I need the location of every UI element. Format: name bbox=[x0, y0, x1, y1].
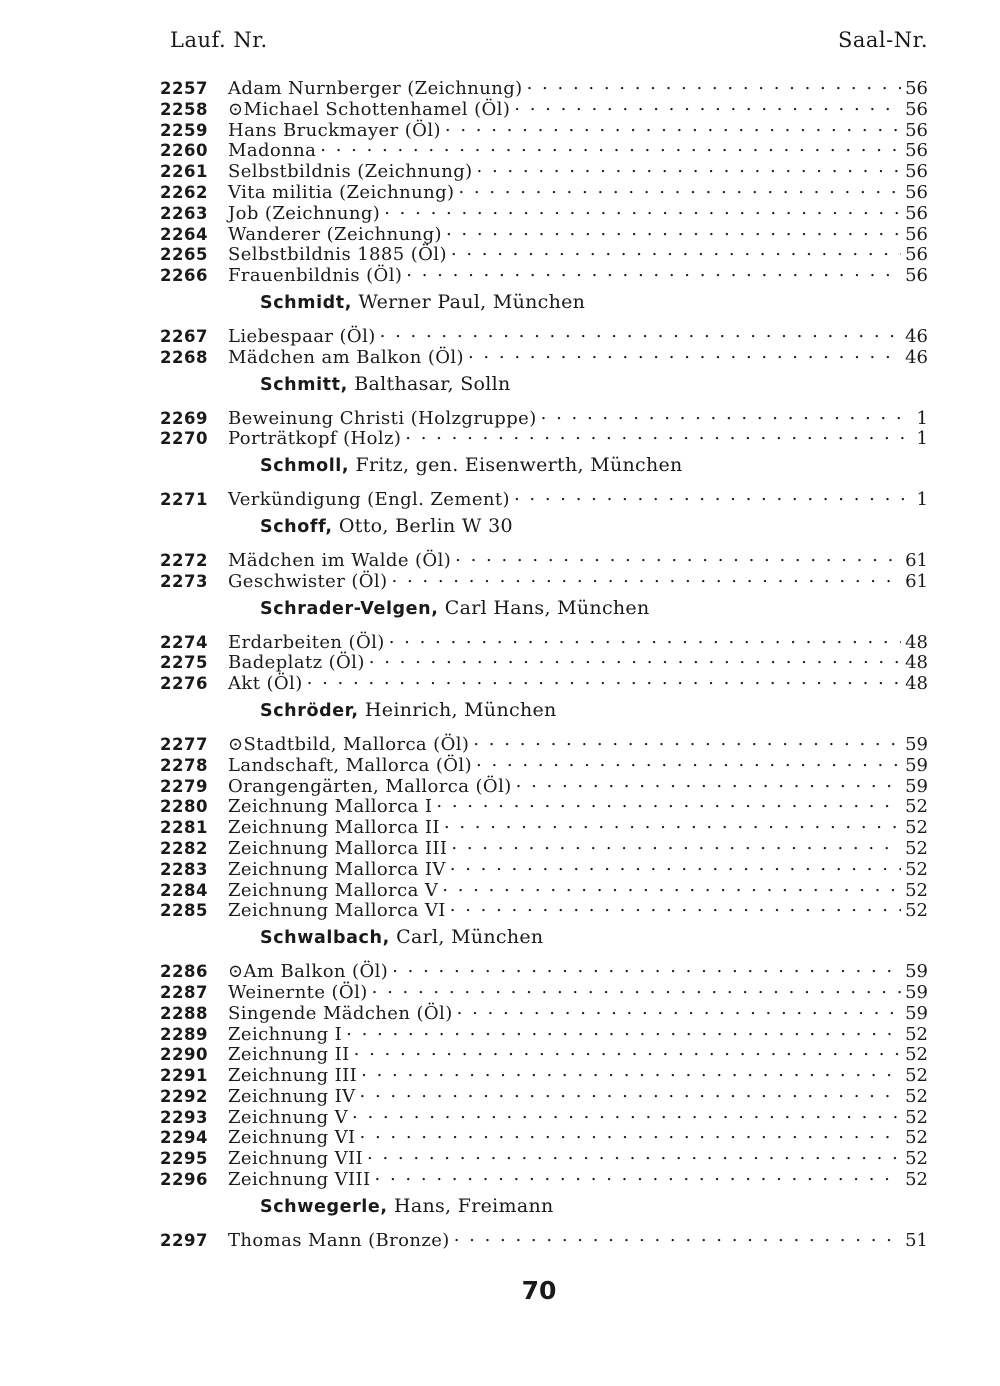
entry-number: 2259 bbox=[160, 120, 208, 140]
entry-room-number: 59 bbox=[905, 733, 928, 755]
entry-title: Geschwister (Öl) bbox=[228, 570, 388, 592]
entry-room-number: 56 bbox=[905, 119, 928, 141]
catalog-entry bbox=[160, 546, 928, 571]
artist-details: Balthasar, Solln bbox=[347, 372, 511, 395]
entry-room-number: 48 bbox=[905, 631, 928, 653]
entry-title: Akt (Öl) bbox=[228, 673, 303, 695]
entry-number: 2269 bbox=[160, 408, 208, 428]
entry-room-number: 52 bbox=[905, 796, 928, 818]
entry-title: Zeichnung VI bbox=[228, 1127, 356, 1149]
dot-leader bbox=[389, 628, 901, 648]
artist-details: Carl Hans, München bbox=[438, 596, 650, 619]
entry-number: 2290 bbox=[160, 1045, 208, 1065]
entry-title: Wanderer (Zeichnung) bbox=[228, 223, 442, 245]
artist-details: Otto, Berlin W 30 bbox=[332, 514, 513, 537]
catalog-entry bbox=[160, 74, 928, 99]
entry-number: 2295 bbox=[160, 1149, 208, 1169]
entry-title: Zeichnung Mallorca V bbox=[228, 879, 439, 901]
catalog-entry bbox=[160, 404, 928, 429]
entry-title: Zeichnung Mallorca VI bbox=[228, 900, 446, 922]
entry-number: 2271 bbox=[160, 490, 208, 510]
entry-title: Singende Mädchen (Öl) bbox=[228, 1002, 453, 1024]
artist-name: Schmoll, bbox=[260, 456, 350, 477]
dot-leader bbox=[476, 751, 901, 771]
dot-leader bbox=[516, 772, 901, 792]
catalog-entry bbox=[160, 1123, 928, 1149]
dot-leader bbox=[392, 567, 902, 587]
entry-number: 2257 bbox=[160, 79, 208, 98]
entry-room-number: 51 bbox=[905, 1229, 928, 1251]
entry-room-number: 56 bbox=[905, 98, 928, 120]
artist-heading bbox=[260, 454, 928, 476]
entry-room-number: 52 bbox=[905, 1065, 928, 1087]
entry-number: 2283 bbox=[160, 859, 208, 879]
entry-title: Zeichnung IV bbox=[228, 1085, 356, 1107]
catalog-listing bbox=[160, 74, 928, 1251]
dot-leader bbox=[468, 343, 901, 363]
artist-heading bbox=[260, 699, 928, 721]
entry-title: Zeichnung Mallorca I bbox=[228, 796, 433, 818]
entry-room-number: 52 bbox=[905, 858, 928, 880]
dot-leader bbox=[457, 999, 901, 1019]
entry-number: 2279 bbox=[160, 776, 208, 796]
catalog-entry bbox=[160, 957, 928, 983]
catalog-entry bbox=[160, 834, 928, 859]
entry-number: 2265 bbox=[160, 245, 208, 265]
entry-number: 2274 bbox=[160, 632, 208, 652]
entry-title: Mädchen im Walde (Öl) bbox=[228, 549, 452, 571]
dot-leader bbox=[352, 1103, 901, 1123]
entry-number: 2262 bbox=[160, 182, 208, 202]
artist-details: Heinrich, München bbox=[358, 698, 557, 721]
room-number-heading: Saal-Nr. bbox=[837, 28, 928, 52]
dot-leader bbox=[392, 957, 901, 977]
artist-details: Carl, München bbox=[389, 926, 544, 949]
entry-title: ⊙Am Balkon (Öl) bbox=[228, 961, 389, 983]
artist-heading bbox=[260, 926, 928, 948]
entry-title: Madonna bbox=[228, 140, 317, 162]
artist-heading bbox=[260, 1195, 928, 1217]
dot-leader bbox=[541, 404, 904, 424]
dot-leader bbox=[455, 546, 901, 566]
dot-leader bbox=[320, 136, 901, 156]
dot-leader bbox=[406, 261, 901, 281]
entry-room-number: 1 bbox=[916, 407, 928, 429]
dot-leader bbox=[445, 116, 901, 136]
entry-number: 2294 bbox=[160, 1128, 208, 1148]
dot-leader bbox=[436, 792, 901, 812]
artist-name: Schmidt, bbox=[260, 292, 353, 313]
entry-room-number: 56 bbox=[905, 265, 928, 287]
entry-number: 2266 bbox=[160, 266, 208, 286]
artist-heading bbox=[260, 291, 928, 313]
entry-number: 2282 bbox=[160, 838, 208, 858]
catalog-entry bbox=[160, 322, 928, 347]
entry-title: Liebespaar (Öl) bbox=[228, 325, 376, 347]
entry-title: Erdarbeiten (Öl) bbox=[228, 631, 385, 653]
entry-room-number: 56 bbox=[905, 181, 928, 203]
artist-heading bbox=[260, 515, 928, 537]
entry-room-number: 48 bbox=[905, 652, 928, 674]
entry-title: Porträtkopf (Holz) bbox=[228, 428, 402, 450]
entry-title: Zeichnung Mallorca II bbox=[228, 817, 440, 839]
dot-leader bbox=[361, 1061, 901, 1081]
dot-leader bbox=[444, 813, 901, 833]
entry-room-number: 1 bbox=[916, 489, 928, 511]
dot-leader bbox=[527, 74, 901, 94]
artist-name: Schoff, bbox=[260, 516, 333, 537]
entry-number: 2284 bbox=[160, 880, 208, 900]
entry-room-number: 56 bbox=[905, 202, 928, 224]
entry-room-number: 61 bbox=[905, 570, 928, 592]
dot-leader bbox=[367, 1144, 901, 1164]
entry-room-number: 56 bbox=[905, 161, 928, 183]
entry-room-number: 56 bbox=[905, 78, 928, 99]
entry-number: 2278 bbox=[160, 755, 208, 775]
artist-name: Schwegerle, bbox=[260, 1196, 388, 1217]
catalog-entry bbox=[160, 424, 928, 450]
entry-room-number: 56 bbox=[905, 140, 928, 162]
column-header bbox=[170, 28, 928, 58]
entry-title: Vita militia (Zeichnung) bbox=[228, 181, 455, 203]
catalog-entry bbox=[160, 178, 928, 203]
entry-room-number: 59 bbox=[905, 754, 928, 776]
entry-title: Zeichnung VIII bbox=[228, 1169, 371, 1191]
entry-number: 2287 bbox=[160, 982, 208, 1002]
entry-room-number: 59 bbox=[905, 981, 928, 1003]
dot-leader bbox=[405, 424, 904, 444]
dot-leader bbox=[451, 834, 901, 854]
entry-number: 2281 bbox=[160, 818, 208, 838]
catalog-entry bbox=[160, 136, 928, 162]
entry-number: 2275 bbox=[160, 653, 208, 673]
entry-number: 2267 bbox=[160, 326, 208, 346]
artist-heading bbox=[260, 373, 928, 395]
entry-title: Verkündigung (Engl. Zement) bbox=[228, 489, 510, 511]
entry-title: Selbstbildnis 1885 (Öl) bbox=[228, 244, 447, 266]
catalog-entry bbox=[160, 240, 928, 266]
entry-room-number: 52 bbox=[905, 879, 928, 901]
entry-title: Zeichnung II bbox=[228, 1044, 350, 1066]
catalog-entry bbox=[160, 1144, 928, 1170]
entry-room-number: 52 bbox=[905, 1148, 928, 1170]
catalog-entry bbox=[160, 648, 928, 674]
entry-room-number: 52 bbox=[905, 1106, 928, 1128]
entry-title: Mädchen am Balkon (Öl) bbox=[228, 346, 464, 368]
entry-title: Zeichnung I bbox=[228, 1023, 343, 1045]
entry-number: 2292 bbox=[160, 1086, 208, 1106]
entry-number: 2291 bbox=[160, 1066, 208, 1086]
entry-room-number: 46 bbox=[905, 346, 928, 368]
entry-number: 2286 bbox=[160, 962, 208, 982]
entry-room-number: 52 bbox=[905, 817, 928, 839]
entry-title: Zeichnung V bbox=[228, 1106, 349, 1128]
entry-number: 2280 bbox=[160, 797, 208, 817]
entry-number: 2285 bbox=[160, 901, 208, 921]
catalog-entry bbox=[160, 813, 928, 839]
entry-room-number: 59 bbox=[905, 1002, 928, 1024]
entry-room-number: 52 bbox=[905, 1085, 928, 1107]
entry-number: 2268 bbox=[160, 347, 208, 367]
dot-leader bbox=[477, 157, 902, 177]
dot-leader bbox=[375, 1165, 902, 1185]
entry-room-number: 52 bbox=[905, 1023, 928, 1045]
dot-leader bbox=[442, 876, 901, 896]
dot-leader bbox=[514, 95, 901, 115]
artist-details: Fritz, gen. Eisenwerth, München bbox=[349, 454, 683, 477]
entry-number: 2272 bbox=[160, 550, 208, 570]
catalog-entry bbox=[160, 978, 928, 1003]
dot-leader bbox=[384, 199, 901, 219]
dot-leader bbox=[514, 485, 904, 505]
entry-room-number: 1 bbox=[916, 428, 928, 450]
entry-title: Weinernte (Öl) bbox=[228, 981, 368, 1003]
entry-room-number: 52 bbox=[905, 837, 928, 859]
dot-leader bbox=[346, 1020, 901, 1040]
catalog-entry bbox=[160, 896, 928, 922]
entry-number: 2263 bbox=[160, 203, 208, 223]
entry-title: Selbstbildnis (Zeichnung) bbox=[228, 161, 473, 183]
dot-leader bbox=[380, 322, 901, 342]
catalog-entry bbox=[160, 1040, 928, 1066]
dot-leader bbox=[473, 730, 901, 750]
catalog-entry bbox=[160, 1165, 928, 1191]
entry-room-number: 46 bbox=[905, 325, 928, 347]
dot-leader bbox=[354, 1040, 901, 1060]
entry-title: Landschaft, Mallorca (Öl) bbox=[228, 754, 472, 776]
entry-number: 2297 bbox=[160, 1230, 208, 1250]
entry-title: Beweinung Christi (Holzgruppe) bbox=[228, 407, 537, 429]
entry-number: 2277 bbox=[160, 734, 208, 754]
entry-room-number: 52 bbox=[905, 1127, 928, 1149]
entry-number: 2258 bbox=[160, 99, 208, 119]
artist-details: Hans, Freimann bbox=[387, 1194, 554, 1217]
dot-leader bbox=[360, 1123, 902, 1143]
catalog-entry bbox=[160, 485, 928, 511]
artist-name: Schwalbach, bbox=[260, 928, 390, 949]
entry-title: Zeichnung Mallorca III bbox=[228, 837, 448, 859]
entry-title: Thomas Mann (Bronze) bbox=[228, 1229, 450, 1251]
dot-leader bbox=[369, 648, 901, 668]
entry-title: Adam Nurnberger (Zeichnung) bbox=[228, 78, 523, 99]
dot-leader bbox=[450, 896, 901, 916]
entry-number: 2260 bbox=[160, 141, 208, 161]
artist-name: Schröder, bbox=[260, 700, 359, 721]
entry-title: Orangengärten, Mallorca (Öl) bbox=[228, 775, 512, 797]
catalog-entry bbox=[160, 730, 928, 755]
entry-title: Frauenbildnis (Öl) bbox=[228, 265, 403, 287]
dot-leader bbox=[454, 1226, 901, 1246]
entry-room-number: 52 bbox=[905, 900, 928, 922]
catalog-entry bbox=[160, 669, 928, 695]
entry-number: 2273 bbox=[160, 571, 208, 591]
entry-title: Hans Bruckmayer (Öl) bbox=[228, 119, 441, 141]
dot-leader bbox=[446, 220, 901, 240]
dot-leader bbox=[360, 1082, 902, 1102]
entry-room-number: 61 bbox=[905, 549, 928, 571]
catalog-entry bbox=[160, 157, 928, 183]
entry-number: 2264 bbox=[160, 224, 208, 244]
catalog-entry bbox=[160, 261, 928, 287]
dot-leader bbox=[307, 669, 901, 689]
entry-title: ⊙Michael Schottenhamel (Öl) bbox=[228, 98, 511, 120]
page-number: 70 bbox=[521, 1276, 557, 1305]
entry-number: 2289 bbox=[160, 1024, 208, 1044]
entry-room-number: 48 bbox=[905, 673, 928, 695]
entry-title: Zeichnung VII bbox=[228, 1148, 364, 1170]
artist-name: Schrader-Velgen, bbox=[260, 598, 439, 619]
entry-room-number: 56 bbox=[905, 223, 928, 245]
catalog-entry bbox=[160, 1226, 928, 1251]
entry-room-number: 52 bbox=[905, 1044, 928, 1066]
catalog-entry bbox=[160, 792, 928, 818]
entry-number: 2293 bbox=[160, 1107, 208, 1127]
entry-room-number: 56 bbox=[905, 244, 928, 266]
artist-heading bbox=[260, 597, 928, 619]
dot-leader bbox=[451, 240, 901, 260]
entry-title: Zeichnung III bbox=[228, 1065, 358, 1087]
running-number-heading: Lauf. Nr. bbox=[170, 28, 268, 52]
entry-number: 2261 bbox=[160, 162, 208, 182]
entry-title: Zeichnung Mallorca IV bbox=[228, 858, 446, 880]
catalog-entry bbox=[160, 628, 928, 653]
dot-leader bbox=[450, 855, 901, 875]
entry-room-number: 52 bbox=[905, 1169, 928, 1191]
catalog-entry bbox=[160, 1061, 928, 1087]
entry-title: Badeplatz (Öl) bbox=[228, 652, 365, 674]
entry-room-number: 59 bbox=[905, 775, 928, 797]
artist-details: Werner Paul, München bbox=[352, 290, 586, 313]
dot-leader bbox=[458, 178, 901, 198]
entry-number: 2288 bbox=[160, 1003, 208, 1023]
artist-name: Schmitt, bbox=[260, 374, 348, 395]
entry-number: 2276 bbox=[160, 674, 208, 694]
dot-leader bbox=[372, 978, 901, 998]
entry-number: 2296 bbox=[160, 1170, 208, 1190]
entry-title: Job (Zeichnung) bbox=[228, 202, 381, 224]
entry-number: 2270 bbox=[160, 429, 208, 449]
entry-title: ⊙Stadtbild, Mallorca (Öl) bbox=[228, 733, 470, 755]
entry-room-number: 59 bbox=[905, 961, 928, 983]
